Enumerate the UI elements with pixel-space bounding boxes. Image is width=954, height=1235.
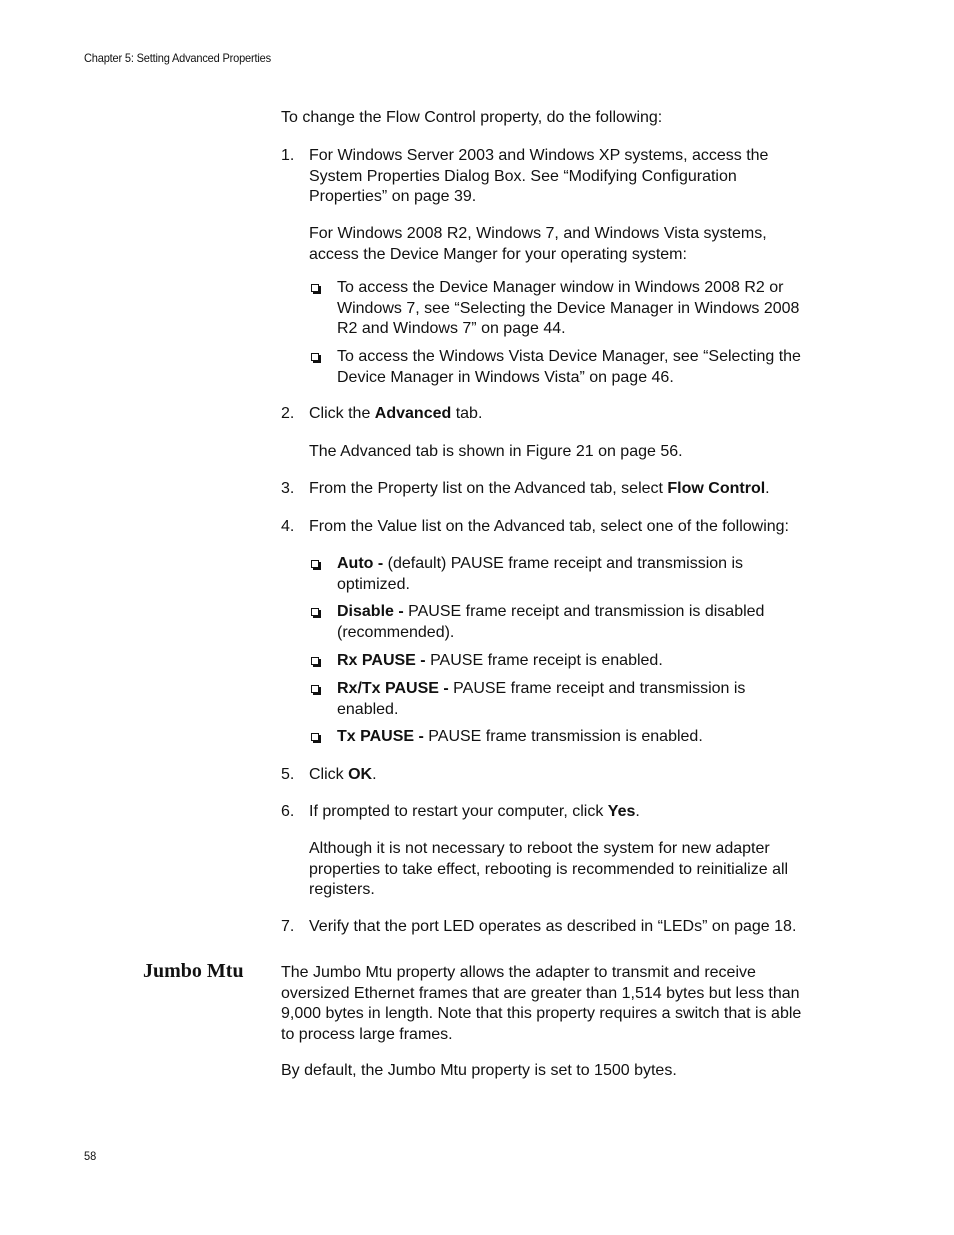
step-number: 1. bbox=[281, 147, 295, 164]
step-2-text: Click the Advanced tab. bbox=[309, 405, 483, 422]
step-1-text: For Windows Server 2003 and Windows XP systems, access the System Properties Dialog Box. See “Modifying Configuration Properties” on page 39. bbox=[309, 147, 769, 205]
option-item: Tx PAUSE - PAUSE frame transmission is enabled. bbox=[337, 728, 703, 745]
section-heading: Jumbo Mtu bbox=[143, 960, 244, 982]
checkbox-bullet-icon bbox=[311, 608, 319, 616]
option-item: Rx PAUSE - PAUSE frame receipt is enabled. bbox=[337, 652, 663, 669]
step-6-text: If prompted to restart your computer, click Yes. bbox=[309, 803, 640, 820]
step-6-paragraph: Although it is not necessary to reboot the system for new adapter properties to take effect, rebooting is recommended to reinitialize all registers. bbox=[309, 840, 789, 898]
step-number: 2. bbox=[281, 405, 295, 422]
jumbo-paragraph-2: By default, the Jumbo Mtu property is set to 1500 bytes. bbox=[281, 1062, 677, 1079]
step-5-text: Click OK. bbox=[309, 766, 377, 783]
checkbox-bullet-icon bbox=[311, 353, 319, 361]
checkbox-bullet-icon bbox=[311, 560, 319, 568]
running-header: Chapter 5: Setting Advanced Properties bbox=[84, 51, 271, 65]
step-4-text: From the Value list on the Advanced tab, select one of the following: bbox=[309, 518, 789, 535]
intro-text: To change the Flow Control property, do the following: bbox=[281, 109, 663, 126]
checkbox-bullet-icon bbox=[311, 657, 319, 665]
step-number: 7. bbox=[281, 918, 295, 935]
step-number: 6. bbox=[281, 803, 295, 820]
checkbox-bullet-icon bbox=[311, 685, 319, 693]
step-number: 5. bbox=[281, 766, 295, 783]
step-2-paragraph: The Advanced tab is shown in Figure 21 on page 56. bbox=[309, 443, 683, 460]
page-number: 58 bbox=[84, 1149, 97, 1163]
step-number: 4. bbox=[281, 518, 295, 535]
step-7-text: Verify that the port LED operates as described in “LEDs” on page 18. bbox=[309, 918, 797, 935]
step-1-bullet: To access the Windows Vista Device Manager, see “Selecting the Device Manager in Windows Vista” on page 46. bbox=[337, 348, 801, 386]
step-1-paragraph: For Windows 2008 R2, Windows 7, and Windows Vista systems, access the Device Manger for your operating system: bbox=[309, 225, 767, 263]
jumbo-paragraph-1: The Jumbo Mtu property allows the adapter to transmit and receive oversized Ethernet frames that are greater than 1,514 bytes but less than 9,000 bytes in length. Note that this property requires a switch that is able to process large frames. bbox=[281, 964, 802, 1043]
checkbox-bullet-icon bbox=[311, 284, 319, 292]
option-item: Disable - PAUSE frame receipt and transmission is disabled (recommended). bbox=[337, 603, 765, 641]
step-number: 3. bbox=[281, 480, 295, 497]
step-3-text: From the Property list on the Advanced tab, select Flow Control. bbox=[309, 480, 770, 497]
option-item: Auto - (default) PAUSE frame receipt and transmission is optimized. bbox=[337, 555, 744, 593]
checkbox-bullet-icon bbox=[311, 733, 319, 741]
option-item: Rx/Tx PAUSE - PAUSE frame receipt and transmission is enabled. bbox=[337, 680, 746, 718]
step-1-bullet: To access the Device Manager window in Windows 2008 R2 or Windows 7, see “Selecting the Device Manager in Windows 2008 R2 and Windows 7” on page 44. bbox=[337, 279, 800, 337]
